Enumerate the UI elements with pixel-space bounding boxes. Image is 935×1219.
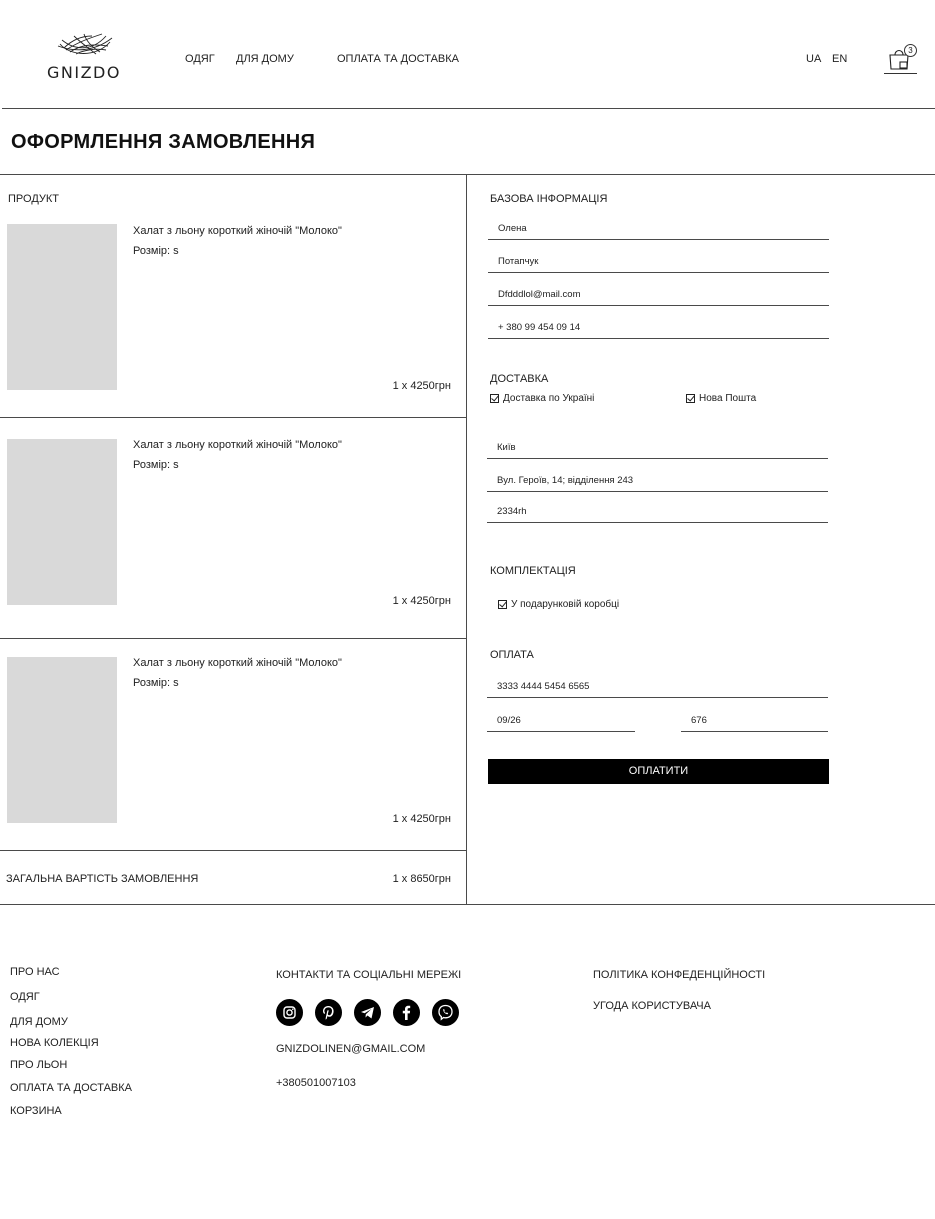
telegram-icon[interactable] [354, 999, 381, 1026]
product-name[interactable]: Халат з льону короткий жіночій "Молоко" [133, 657, 342, 669]
facebook-icon[interactable] [393, 999, 420, 1026]
basic-info-label: БАЗОВА ІНФОРМАЦІЯ [490, 193, 608, 205]
contact-phone[interactable]: +380501007103 [276, 1077, 356, 1089]
address-value: Вул. Героїв, 14; відділення 243 [497, 475, 634, 486]
product-size: Розмір: s [133, 245, 179, 257]
product-section-label: ПРОДУКТ [8, 193, 60, 205]
lang-en[interactable]: EN [832, 53, 848, 65]
viber-icon[interactable] [432, 999, 459, 1026]
nova-poshta-checkbox[interactable] [686, 393, 756, 404]
gift-box-checkbox[interactable] [498, 599, 619, 610]
logo[interactable] [44, 30, 130, 82]
contacts-label: КОНТАКТИ ТА СОЦІАЛЬНІ МЕРЕЖІ [276, 969, 462, 981]
product-price: 1 x 4250грн [392, 595, 451, 607]
delivery-ukraine-checkbox[interactable] [490, 393, 594, 404]
page-title: ОФОРМЛЕННЯ ЗАМОВЛЕННЯ [11, 131, 316, 153]
card-cvv-value: 676 [691, 715, 707, 726]
privacy-policy-link[interactable]: ПОЛІТИКА КОНФЕДЕНЦІЙНОСТІ [593, 969, 766, 981]
nav-home[interactable]: ДЛЯ ДОМУ [236, 53, 294, 65]
payment-label: ОПЛАТА [490, 649, 534, 661]
delivery-label: ДОСТАВКА [490, 373, 549, 385]
nav-clothes[interactable]: ОДЯГ [185, 53, 215, 65]
card-expiry-field[interactable] [487, 710, 635, 732]
gift-box-label: У подарунковій коробці [511, 599, 620, 610]
user-agreement-link[interactable]: УГОДА КОРИСТУВАЧА [593, 1000, 711, 1012]
footer-link-about[interactable]: ПРО НАС [10, 966, 60, 978]
product-size: Розмір: s [133, 677, 179, 689]
card-number-field[interactable] [487, 676, 828, 698]
checkbox-checked-icon [498, 600, 507, 609]
product-price: 1 x 4250грн [392, 813, 451, 825]
city-value: Київ [497, 442, 516, 453]
last-name-field[interactable] [488, 251, 829, 273]
footer-link-clothes[interactable]: ОДЯГ [10, 991, 40, 1003]
product-divider [0, 417, 467, 418]
phone-value: + 380 99 454 09 14 [498, 322, 581, 333]
order-total-label: ЗАГАЛЬНА ВАРТІСТЬ ЗАМОВЛЕННЯ [6, 873, 199, 885]
card-number-value: 3333 4444 5454 6565 [497, 681, 590, 692]
content-bottom-divider [0, 904, 935, 905]
phone-field[interactable] [488, 317, 829, 339]
pay-button[interactable]: ОПЛАТИТИ [488, 759, 829, 784]
extra-value: 2334rh [497, 506, 527, 517]
first-name-value: Олена [498, 223, 527, 234]
product-name[interactable]: Халат з льону короткий жіночій "Молоко" [133, 439, 342, 451]
last-name-value: Потапчук [498, 256, 539, 267]
nova-poshta-label: Нова Пошта [699, 393, 757, 404]
logo-text: GNIZDO [47, 63, 121, 82]
cart-count-badge: 3 [904, 44, 917, 57]
product-image[interactable] [7, 224, 117, 390]
delivery-ukraine-label: Доставка по Україні [503, 393, 595, 404]
title-divider [0, 174, 935, 175]
checkbox-checked-icon [490, 394, 499, 403]
email-value: Dfdddlol@mail.com [498, 289, 581, 300]
pinterest-icon[interactable] [315, 999, 342, 1026]
footer-link-linen[interactable]: ПРО ЛЬОН [10, 1059, 68, 1071]
product-divider [0, 850, 467, 851]
product-price: 1 x 4250грн [392, 380, 451, 392]
footer-link-home[interactable]: ДЛЯ ДОМУ [10, 1016, 68, 1028]
product-size: Розмір: s [133, 459, 179, 471]
column-divider [466, 174, 467, 905]
card-expiry-value: 09/26 [497, 715, 521, 726]
extra-field[interactable] [487, 501, 828, 523]
email-field[interactable] [488, 284, 829, 306]
footer-link-cart[interactable]: КОРЗИНА [10, 1105, 62, 1117]
nest-logo-icon [56, 30, 114, 62]
package-label: КОМПЛЕКТАЦІЯ [490, 565, 576, 577]
city-field[interactable] [487, 437, 828, 459]
instagram-icon[interactable] [276, 999, 303, 1026]
footer-link-payment[interactable]: ОПЛАТА ТА ДОСТАВКА [10, 1082, 133, 1094]
first-name-field[interactable] [488, 218, 829, 240]
product-name[interactable]: Халат з льону короткий жіночій "Молоко" [133, 225, 342, 237]
product-image[interactable] [7, 657, 117, 823]
checkbox-checked-icon [686, 394, 695, 403]
header-divider [2, 108, 935, 109]
nav-payment-delivery[interactable]: ОПЛАТА ТА ДОСТАВКА [337, 53, 460, 65]
product-image[interactable] [7, 439, 117, 605]
footer-link-new-collection[interactable]: НОВА КОЛЕКЦІЯ [10, 1037, 99, 1049]
lang-ua[interactable]: UA [806, 53, 822, 65]
contact-email[interactable]: GNIZDOLINEN@GMAIL.COM [276, 1043, 426, 1055]
card-cvv-field[interactable] [681, 710, 828, 732]
address-field[interactable] [487, 470, 828, 492]
product-divider [0, 638, 467, 639]
order-total-value: 1 x 8650грн [392, 873, 451, 885]
